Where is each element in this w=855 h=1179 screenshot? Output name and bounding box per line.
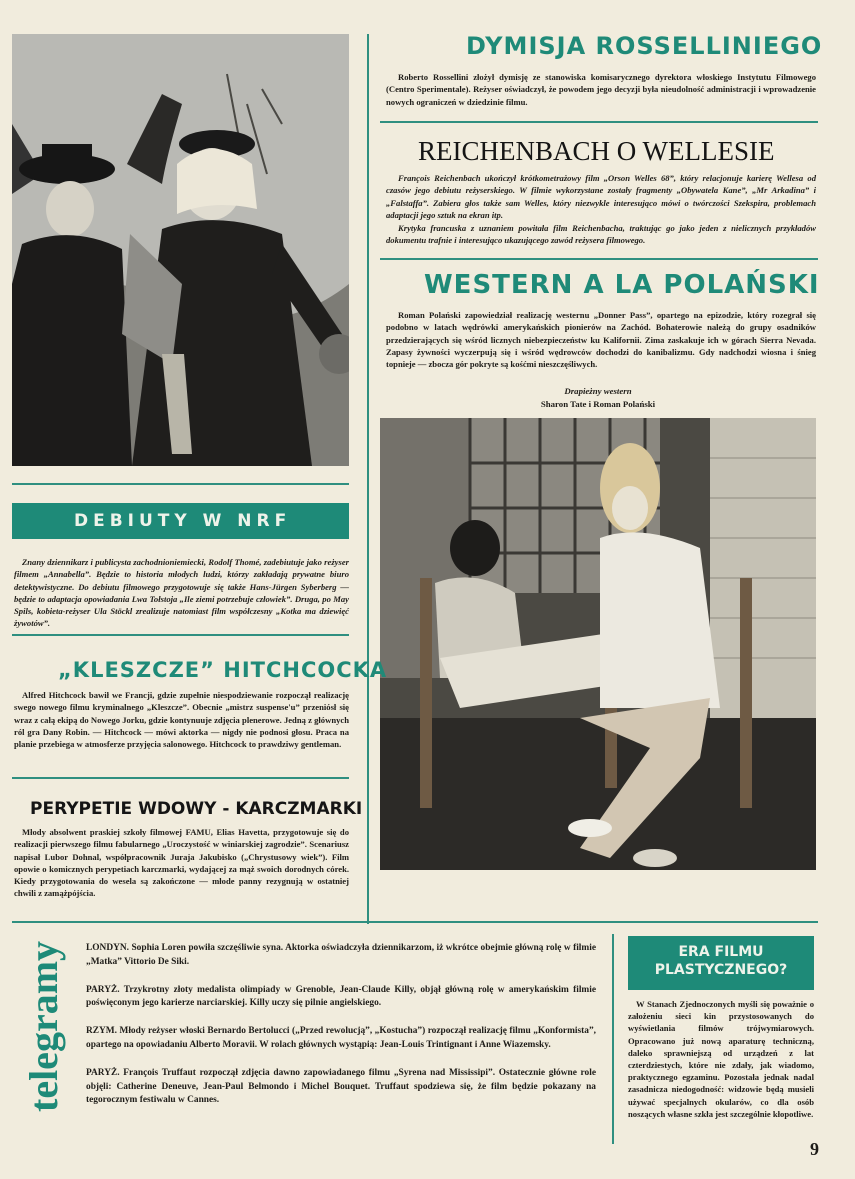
section-rule [380, 258, 818, 260]
headline-perypetie: PERYPETIE WDOWY - KARCZMARKI [30, 799, 363, 819]
article-body-reichenbach-2: Krytyka francuska z uznaniem powitała film Reichenbacha, traktując go jako jeden z nielicznych przykładów dokumentu trafnie i interesująco ukazującego zawód reżysera filmowego. [386, 223, 816, 246]
article-body-debiuty: Znany dziennikarz i publicysta zachodnioniemiecki, Rodolf Thomé, zadebiutuje jako reżyser filmem „Annabella”. Będzie to historia młodych ludzi, którzy zakładają prywatne biuro detektywistyczne. Do debiutu filmowego przygotowuje się także Hans-Jürgen Syberberg — będzie to adaptacja opowiadania Lwa Tołstoja „Ile ziemi potrzebuje człowiek”. Druga, po May Spils, kobieta-reżyser Ula Stöckl zrealizuje natomiast film współczesny „Kotka ma dziewięć żywotów”. [14, 557, 349, 629]
page-number: 9 [810, 1139, 819, 1159]
section-rule [12, 777, 349, 779]
telegramy-label: telegramy [21, 940, 66, 1112]
section-rule [380, 121, 818, 123]
article-body-rossellini: Roberto Rossellini złożył dymisję ze stanowiska komisarycznego dyrektora włoskiego Instytutu Filmowego (Centro Sperimentale). Reżyser oświadczył, że powodem jego decyzji była nieudolność administracji i wprowadzenie nowych ograniczeń w dziedzinie filmu. [386, 72, 816, 107]
film-still-photo [12, 34, 349, 466]
article-body-kleszcze: Alfred Hitchcock bawił we Francji, gdzie zupełnie niespodziewanie rozpoczął realizację swego nowego filmu kryminalnego „Kleszcze”. Obecnie „mistrz suspense'u” przeniósł się wraz z całą ekipą do Nowego Jorku, gdzie kontynuuje zdjęcia plenerowe. Jedną z głównych ról gra Dany Robin. — Hitchcock — mówi aktorka — nigdy nie podnosi głosu. Praca na planie przebiega w atmosferze przyjęcia salonowego. Hitchcock to prawdziwy gentleman. [14, 690, 349, 750]
section-banner-era [628, 936, 814, 990]
article-body-reichenbach: François Reichenbach ukończył krótkometrażowy film „Orson Welles 68”, który relacjonuje karierę Wellesa od czasów jego debiutu reżyserskiego. W filmie wykorzystane zostały fragmenty „Obywatela Kane”, „Mr Arkadina” i „Falstaffa”. Zabiera głos także sam Welles, który niezwykle interesująco mówi o twórczości Szekspira, problemach adaptacji jego sztuk na ekran itp. [386, 173, 816, 220]
headline-western: WESTERN A LA POLAŃSKI [424, 270, 820, 300]
photo-caption-names: Sharon Tate i Roman Polański [540, 399, 656, 409]
film-still-illustration [12, 34, 349, 466]
photo-caption-title: Drapieżny western [564, 386, 632, 396]
telegram-list [86, 942, 596, 1122]
telegram-item: LONDYN. Sophia Loren powiła szczęśliwie syna. Aktorka oświadczyła dziennikarzom, iż wkrótce obejmie główną rolę w filmie „Matka” Vittorio De Siki. [86, 943, 596, 967]
section-rule [12, 921, 818, 923]
telegram-item: PARYŻ. François Truffaut rozpoczął zdjęcia dawno zapowiadanego filmu „Syrena nad Mississipi”. Ostatecznie główne role objęli: Catherine Deneuve, Jean-Paul Belmondo i Michel Bouquet. Truffaut spodziewa się, że film będzie pokazany na tegorocznym festiwalu w Cannes. [86, 1067, 596, 1106]
headline-era-line2: PLASTYCZNEGO? [654, 962, 788, 978]
article-body-western: Roman Polański zapowiedział realizację westernu „Donner Pass”, opartego na epizodzie, który rozegrał się podobno w latach wędrówki amerykańskich pionierów na Zachód. Bohaterowie należą do grupy osadników przedzierających się wśród licznych niebezpieczeństw ku Kalifornii. Zima zaskakuje ich w górach Sierra Nevada. Zapasy żywności wyczerpują się i wśród wędrowców dochodzi do kanibalizmu. Gdy nadchodzi wiosna i śnieg topnieje — zbocza gór pokryte są kośćmi nieszczęśliwych. [386, 310, 816, 370]
western-photo-illustration [380, 418, 816, 870]
article-body-era: W Stanach Zjednoczonych myśli się poważnie o założeniu sieci kin przystosowanych do wyświetlania filmów trójwymiarowych. Opracowano już nową aparaturę techniczną, daleko sprawniejszą od urządzeń z lat czterdziestych, które nie zdały, jak wiadomo, praktycznego egzaminu. Pozostała jednak nadal zasadnicza niedogodność: widzowie będą musieli używać specjalnych okularów, co dla osób noszących własne szkła jest szczególnie kłopotliwe. [628, 999, 814, 1119]
article-body-perypetie: Młody absolwent praskiej szkoły filmowej FAMU, Elias Havetta, przygotowuje się do realizacji pierwszego filmu fabularnego „Uroczystość w winiarskiej zagrodzie”. Scenariusz napisał Lubor Dohnal, współpracownik Juraja Jakubisko („Chrystusowy wiek”). Film opowie o komicznych perypetiach karczmarki, wydającej za mąż swoich dorodnych córek. Kiedy przygotowania do wesela są zakończone — młode panny rezygnują w ostatniej chwili z zamążpójścia. [14, 827, 349, 899]
column-rule [367, 34, 369, 924]
headline-rossellini: DYMISJA ROSSELLINIEGO [466, 32, 823, 60]
telegram-item: RZYM. Młody reżyser włoski Bernardo Bertolucci („Przed rewolucją”, „Kostucha”) rozpoczął realizację filmu „Konformista”, opartego na opowiadaniu Alberto Moravii. W rolach głównych wystąpią: Jean-Louis Trintignant i Anne Wiazemsky. [86, 1026, 596, 1050]
headline-debiuty: DEBIUTY W NRF [74, 511, 292, 531]
telegram-item: PARYŻ. Trzykrotny złoty medalista olimpiady w Grenoble, Jean-Claude Killy, objął główną rolę w amerykańskim filmie poświęconym jego karierze narciarskiej. Killy uczy się pilnie angielskiego. [86, 984, 596, 1009]
section-banner-debiuty [12, 503, 349, 539]
section-rule [12, 634, 349, 636]
headline-kleszcze: „KLESZCZE” HITCHCOCKA [58, 658, 388, 682]
headline-era-line1: ERA FILMU [678, 944, 764, 960]
section-rule [12, 483, 349, 485]
western-photo [380, 418, 816, 870]
headline-reichenbach: REICHENBACH O WELLESIE [418, 136, 775, 166]
column-rule [612, 934, 614, 1144]
